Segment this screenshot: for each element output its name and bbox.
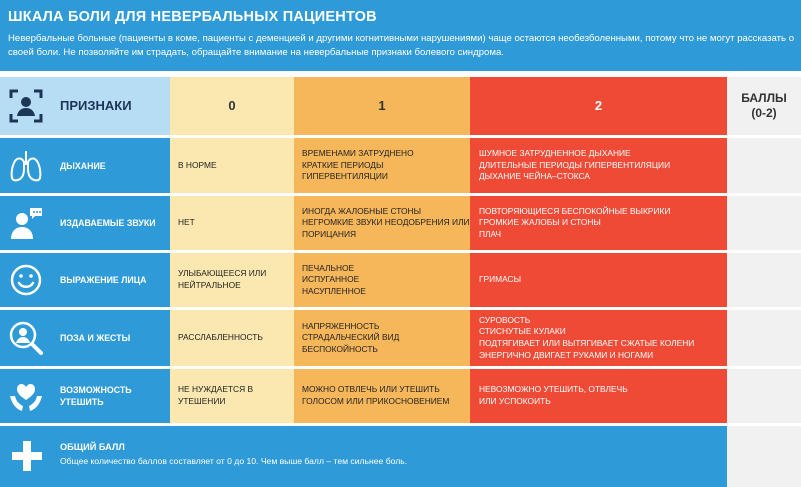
total-score-bar <box>0 426 727 487</box>
cell-line: ПЕЧАЛЬНОЕ <box>302 262 355 273</box>
cell-line: ДЛИТЕЛЬНЫЕ ПЕРИОДЫ ГИПЕРВЕНТИЛЯЦИИ <box>479 159 671 170</box>
cell-line: ШУМНОЕ ЗАТРУДНЕННОЕ ДЫХАНИЕ <box>479 148 631 159</box>
points-cell[interactable] <box>727 369 801 423</box>
cell-line: ГРИМАСЫ <box>479 274 521 285</box>
row-label-cell <box>0 369 170 423</box>
points-cell[interactable] <box>727 253 801 307</box>
points-header-line2: (0-2) <box>751 106 777 120</box>
row-label-cell <box>0 310 170 366</box>
score-0-cell <box>170 310 294 366</box>
cell-line: ПОРИЦАНИЯ <box>302 228 357 239</box>
row-label-line: ВОЗМОЖНОСТЬ <box>60 385 132 395</box>
score-0-cell <box>170 253 294 307</box>
cell-line: РАССЛАБЛЕННОСТЬ <box>178 332 263 343</box>
cell-line: ИЛИ УСПОКОИТЬ <box>479 396 551 406</box>
signs-header-label: ПРИЗНАКИ <box>60 98 132 113</box>
row-label <box>60 384 132 408</box>
row-label: ИЗДАВАЕМЫЕ ЗВУКИ <box>60 218 156 228</box>
score-2-cell <box>470 369 727 423</box>
table-row-posture <box>0 310 801 366</box>
score-2-cell <box>470 196 727 250</box>
cell-line: ГОЛОСОМ ИЛИ ПРИКОСНОВЕНИЕМ <box>302 396 450 406</box>
cell-line: НЕГРОМКИЕ ЗВУКИ НЕОДОБРЕНИЯ ИЛИ <box>302 217 470 228</box>
plus-icon <box>10 439 44 473</box>
cell-line: ПОВТОРЯЮЩИЕСЯ БЕСПОКОЙНЫЕ ВЫКРИКИ <box>479 205 671 216</box>
points-header-line1: БАЛЛЫ <box>741 91 787 105</box>
cell-line: СТРАДАЛЬЧЕСКИЙ ВИД <box>302 332 400 343</box>
points-cell[interactable] <box>727 196 801 250</box>
row-label-cell <box>0 253 170 307</box>
cell-line: В НОРМЕ <box>178 159 217 170</box>
total-score-title: ОБЩИЙ БАЛЛ <box>60 442 125 452</box>
total-score-row <box>0 426 801 487</box>
cell-line: ДЫХАНИЕ ЧЕЙНА–СТОКСА <box>479 171 590 182</box>
score-1-cell <box>294 310 470 366</box>
cell-line: УТЕШЕНИИ <box>178 396 226 406</box>
cell-line: ВРЕМЕНАМИ ЗАТРУДНЕНО <box>302 148 414 159</box>
cell-line: КРАТКИЕ ПЕРИОДЫ ГИПЕРВЕНТИЛЯЦИИ <box>302 159 388 182</box>
score-0-cell <box>170 369 294 423</box>
score-1-cell <box>294 369 470 423</box>
cell-line: УЛЫБАЮЩЕЕСЯ ИЛИ <box>178 268 267 279</box>
score-1-cell <box>294 196 470 250</box>
cell-line: ГРОМКИЕ ЖАЛОБЫ И СТОНЫ <box>479 217 601 228</box>
cell-line: СТИСНУТЫЕ КУЛАКИ <box>479 326 566 337</box>
score-0-header: 0 <box>170 77 294 135</box>
cell-line: НАСУПЛЕННОЕ <box>302 285 366 296</box>
cell-line: ЭНЕРГИЧНО ДВИГАЕТ РУКАМИ И НОГАМИ <box>479 349 654 360</box>
cell-line: НАПРЯЖЕННОСТЬ <box>302 320 380 331</box>
cell-line: СУРОВОСТЬ <box>479 314 531 325</box>
score-2-cell <box>470 138 727 193</box>
table-row-breathing <box>0 138 801 193</box>
header-banner <box>0 0 801 71</box>
row-label-cell <box>0 138 170 193</box>
signs-header-cell <box>0 77 170 135</box>
cell-line: МОЖНО ОТВЛЕЧЬ ИЛИ УТЕШИТЬ <box>302 384 440 395</box>
score-1-cell <box>294 253 470 307</box>
person-magnifier-icon <box>8 320 44 356</box>
speaking-person-icon <box>8 205 44 241</box>
table-row-consolability <box>0 369 801 423</box>
score-2-cell <box>470 310 727 366</box>
cell-line: БЕСПОКОЙНОСТЬ <box>302 343 378 354</box>
table-header-row <box>0 77 801 135</box>
points-header <box>727 77 801 135</box>
page-title: ШКАЛА БОЛИ ДЛЯ НЕВЕРБАЛЬНЫХ ПАЦИЕНТОВ <box>8 9 377 25</box>
score-2-cell <box>470 253 727 307</box>
points-cell[interactable] <box>727 310 801 366</box>
cell-line: НЕТ <box>178 217 195 228</box>
total-score-description: Общее количество баллов составляет от 0 до 10. Чем выше балл – тем сильнее боль. <box>60 456 408 466</box>
score-1-header: 1 <box>294 77 470 135</box>
heart-hands-icon <box>8 378 44 414</box>
cell-line: ИНОГДА ЖАЛОБНЫЕ СТОНЫ <box>302 205 422 216</box>
cell-line: ПОДТЯГИВАЕТ ИЛИ ВЫТЯГИВАЕТ СЖАТЫЕ КОЛЕНИ <box>479 338 695 348</box>
page-description: Невербальные больные (пациенты в коме, пациенты с деменцией и другими когнитивными нарушениями) чаще остаются необезболенными, потому что не могут рассказать о своей боли. Не позволяйте им страдать, обращайте внимание на невербальные признаки болевого синдрома. <box>8 33 795 58</box>
total-points-cell[interactable] <box>727 426 801 487</box>
score-0-cell <box>170 196 294 250</box>
table-row-sounds <box>0 196 801 250</box>
points-cell[interactable] <box>727 138 801 193</box>
row-label-cell <box>0 196 170 250</box>
cell-line: ИСПУГАННОЕ <box>302 274 360 285</box>
score-2-header: 2 <box>470 77 727 135</box>
cell-line: НЕ НУЖДАЕТСЯ В <box>178 384 254 395</box>
cell-line: НЕВОЗМОЖНО УТЕШИТЬ, ОТВЛЕЧЬ <box>479 384 628 395</box>
row-label-line: УТЕШИТЬ <box>60 397 104 407</box>
score-1-cell <box>294 138 470 193</box>
row-label: ДЫХАНИЕ <box>60 160 106 171</box>
smiley-face-icon <box>8 262 44 298</box>
table-row-face <box>0 253 801 307</box>
lungs-icon <box>8 148 44 184</box>
row-label: ПОЗА И ЖЕСТЫ <box>60 333 131 343</box>
cell-line: НЕЙТРАЛЬНОЕ <box>178 280 241 290</box>
score-0-cell <box>170 138 294 193</box>
row-label: ВЫРАЖЕНИЕ ЛИЦА <box>60 275 147 285</box>
person-frame-icon <box>8 88 44 124</box>
cell-line: ПЛАЧ <box>479 228 502 239</box>
